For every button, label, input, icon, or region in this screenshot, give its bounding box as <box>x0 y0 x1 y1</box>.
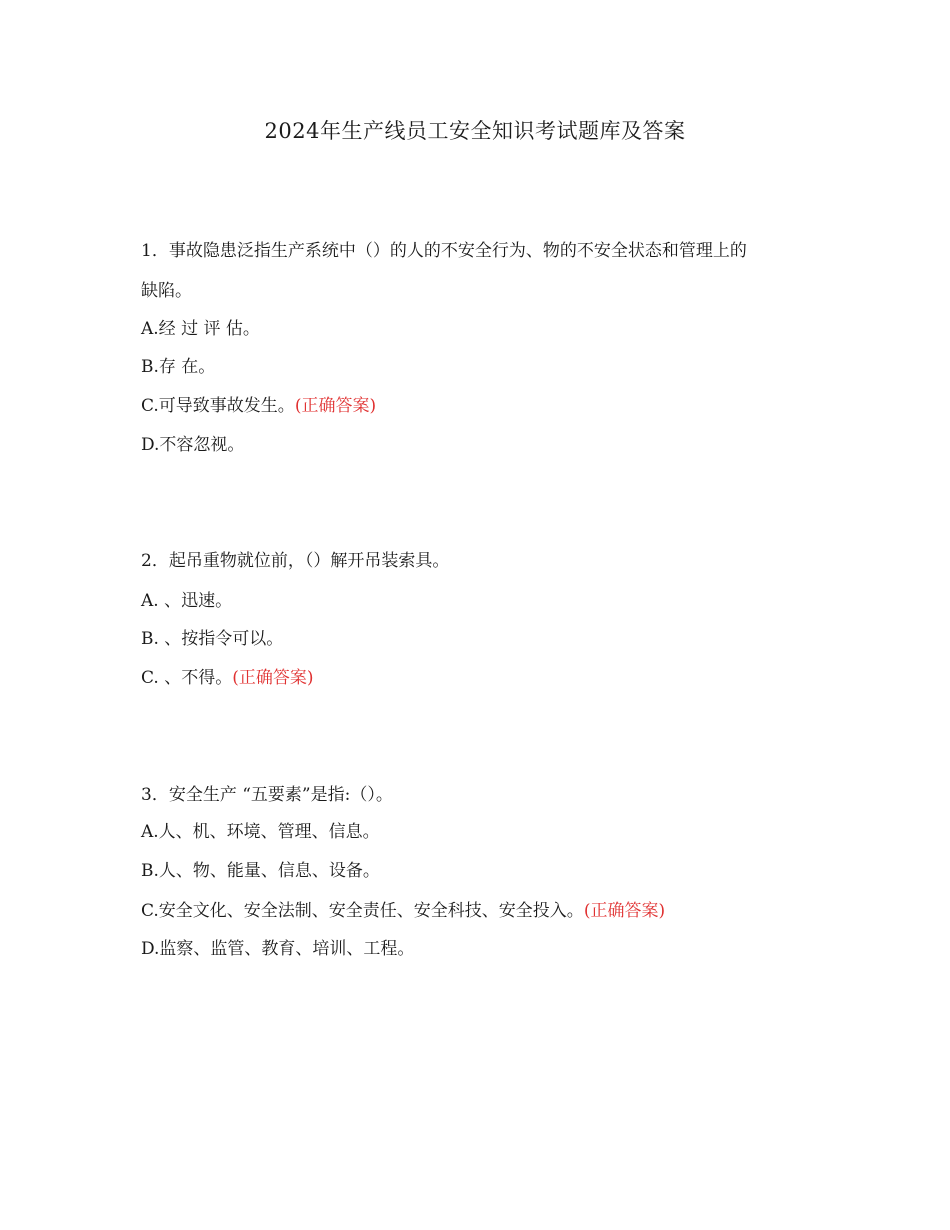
question-2-option-c <box>141 666 313 690</box>
question-2-option-a <box>141 589 232 613</box>
option-text: B.存 在。 <box>141 357 216 377</box>
question-3-option-c <box>141 899 665 923</box>
option-text: C.可导致事故发生。 <box>141 396 295 416</box>
question-1-stem-line-2: 缺陷。 <box>141 281 192 301</box>
document-title: 2024年生产线员工安全知识考试题库及答案 <box>264 119 686 143</box>
question-3-option-b <box>141 859 380 883</box>
question-1-stem-line-1: 1．事故隐患泛指生产系统中（）的人的不安全行为、物的不安全状态和管理上的 <box>141 241 747 261</box>
option-text: A.人、机、环境、管理、信息。 <box>141 822 380 842</box>
question-3-option-a <box>141 820 380 844</box>
option-text: D.不容忽视。 <box>141 435 245 455</box>
correct-answer-tag: (正确答案) <box>232 668 314 688</box>
question-3-option-d <box>141 937 414 961</box>
question-2-stem-line-1: 2．起吊重物就位前，（）解开吊装索具。 <box>141 551 450 571</box>
question-1-option-b <box>141 355 215 379</box>
correct-answer-tag: (正确答案) <box>583 901 666 921</box>
option-text: B.人、物、能量、信息、设备。 <box>141 861 380 881</box>
option-text: C. 、不得。 <box>141 668 233 688</box>
option-text: A. 、迅速。 <box>141 591 233 611</box>
option-text: B. 、按指令可以。 <box>141 629 284 649</box>
option-text: A.经 过 评 估。 <box>141 319 260 339</box>
question-2-option-b <box>141 627 283 651</box>
question-1-option-a <box>141 317 260 341</box>
option-text: C.安全文化、安全法制、安全责任、安全科技、安全投入。 <box>141 901 584 921</box>
question-1-option-c <box>141 394 376 418</box>
correct-answer-tag: (正确答案) <box>294 396 377 416</box>
question-1-option-d <box>141 433 244 457</box>
question-3-stem-line-1: 3．安全生产 “五要素”是指:（）。 <box>141 785 393 805</box>
option-text: D.监察、监管、教育、培训、工程。 <box>141 939 415 959</box>
